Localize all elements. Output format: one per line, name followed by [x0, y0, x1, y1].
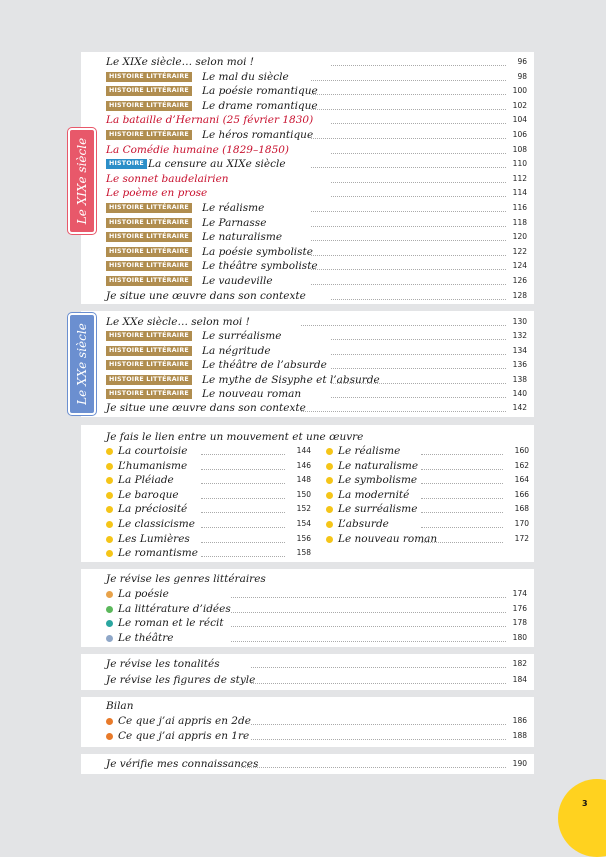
- verif-row[interactable]: Je vérifie mes connaissances 190: [106, 758, 527, 770]
- entry-page: 180: [512, 632, 527, 642]
- entry-page: 130: [512, 317, 527, 326]
- tag-histoire-litteraire: HISTOIRE LITTÉRAIRE: [106, 276, 192, 286]
- entry-title: Je révise les tonalités: [106, 658, 220, 670]
- entry-title: Le naturalisme: [338, 459, 419, 472]
- entry-page: 186: [512, 716, 527, 725]
- genre-entry[interactable]: [81, 587, 534, 601]
- bullet-icon: [106, 733, 113, 740]
- movement-entry[interactable]: [326, 502, 529, 516]
- tag-histoire-litteraire: HISTOIRE LITTÉRAIRE: [106, 360, 192, 370]
- entry-page: 136: [512, 360, 527, 370]
- bullet-icon: [106, 550, 113, 557]
- entry-page: 116: [512, 203, 527, 212]
- tag-histoire-litteraire: HISTOIRE LITTÉRAIRE: [106, 331, 192, 341]
- leader-dots: [331, 354, 506, 355]
- leader-dots: [201, 542, 285, 543]
- leader-dots: [331, 339, 506, 340]
- leader-dots: [231, 597, 506, 598]
- leader-dots: [421, 483, 503, 484]
- leader-dots: [331, 65, 506, 66]
- bullet-icon: [106, 591, 113, 598]
- leader-dots: [331, 153, 506, 154]
- entry-title: La Comédie humaine (1829–1850): [106, 143, 290, 156]
- page-number-badge: [558, 779, 606, 857]
- entry-page: 144: [296, 446, 311, 455]
- section-verif: [81, 754, 534, 774]
- tag-histoire-litteraire: HISTOIRE LITTÉRAIRE: [106, 375, 192, 385]
- movement-entry[interactable]: [106, 546, 311, 560]
- bullet-icon: [106, 536, 113, 543]
- toc-entry[interactable]: [81, 216, 534, 230]
- section-bilan: [81, 697, 534, 747]
- movement-entry[interactable]: [326, 444, 529, 458]
- leader-dots: [311, 80, 506, 81]
- entry-title: Le surréalisme: [202, 330, 282, 343]
- entry-page: 134: [512, 345, 527, 355]
- section-19th-century: [81, 52, 534, 304]
- entry-title: La Pléiade: [118, 474, 174, 487]
- entry-title: La poésie romantique: [202, 85, 318, 98]
- entry-title: Le naturalisme: [202, 231, 283, 244]
- toc-entry[interactable]: [81, 128, 534, 142]
- movement-entry[interactable]: [106, 473, 311, 487]
- entry-title: Le XXe siècle… selon moi !: [106, 316, 250, 328]
- entry-title: Ce que j’ai appris en 2de: [118, 715, 251, 727]
- leader-dots: [231, 641, 506, 642]
- leader-dots: [421, 542, 503, 543]
- entry-title: La bataille d’Hernani (25 février 1830): [106, 114, 314, 127]
- leader-dots: [421, 512, 503, 513]
- movement-entry[interactable]: [326, 532, 529, 546]
- entry-title: L’humanisme: [118, 459, 188, 472]
- entry-title: Le théâtre de l’absurde: [202, 359, 327, 372]
- leader-dots: [301, 411, 506, 412]
- entry-title: Le nouveau roman: [338, 532, 438, 545]
- bilan-entry[interactable]: [81, 729, 534, 743]
- leader-dots: [421, 527, 503, 528]
- genre-entry[interactable]: [81, 631, 534, 645]
- entry-page: 176: [512, 603, 527, 613]
- toc-entry[interactable]: [81, 230, 534, 244]
- entry-page: 162: [514, 460, 529, 470]
- entry-page: 184: [512, 675, 527, 684]
- entry-title: Je révise les figures de style: [106, 674, 256, 686]
- leader-dots: [251, 724, 506, 725]
- genres-heading: Je révise les genres littéraires: [106, 573, 266, 585]
- entry-page: 110: [512, 159, 527, 169]
- bullet-icon: [326, 477, 333, 484]
- toc-entry[interactable]: [81, 259, 534, 273]
- entry-page: 152: [296, 504, 311, 514]
- entry-title: Le réalisme: [202, 202, 265, 214]
- movement-entry[interactable]: [106, 532, 311, 546]
- leader-dots: [331, 182, 506, 183]
- movement-entry[interactable]: [326, 517, 529, 531]
- bullet-icon: [106, 606, 113, 613]
- entry-title: Le symbolisme: [338, 474, 418, 487]
- entry-title: Ce que j’ai appris en 1re: [118, 730, 250, 742]
- entry-page: 182: [512, 659, 527, 668]
- toc-entry[interactable]: [81, 358, 534, 372]
- entry-page: 102: [512, 100, 527, 110]
- tag-histoire-litteraire: HISTOIRE LITTÉRAIRE: [106, 72, 192, 82]
- bullet-icon: [106, 463, 113, 470]
- entry-title: La négritude: [202, 344, 271, 357]
- toc-entry[interactable]: [81, 113, 534, 127]
- entry-title: Le romantisme: [118, 547, 198, 560]
- entry-title: Le mythe de Sisyphe et l’absurde: [202, 373, 380, 386]
- leader-dots: [311, 255, 506, 256]
- tab-20th-century-label: Le XXe siècle: [75, 323, 89, 405]
- entry-page: 112: [512, 173, 527, 183]
- toc-entry[interactable]: [81, 274, 534, 288]
- bullet-icon: [106, 718, 113, 725]
- movement-entry[interactable]: [106, 459, 311, 473]
- leader-dots: [331, 123, 506, 124]
- bullet-icon: [106, 620, 113, 627]
- section-20th-century: [81, 311, 534, 417]
- leader-dots: [251, 667, 506, 668]
- tag-histoire-litteraire: HISTOIRE LITTÉRAIRE: [106, 232, 192, 242]
- leader-dots: [201, 527, 285, 528]
- entry-title: Le Parnasse: [202, 216, 267, 229]
- leader-dots: [421, 498, 503, 499]
- toc-entry[interactable]: [81, 315, 534, 329]
- leader-dots: [311, 284, 506, 285]
- genre-entry[interactable]: [81, 602, 534, 616]
- toc-entry[interactable]: [81, 55, 534, 69]
- entry-page: 148: [296, 475, 311, 485]
- entry-page: 150: [296, 489, 311, 499]
- toc-entry[interactable]: [81, 99, 534, 113]
- tab-19th-century[interactable]: [68, 128, 96, 234]
- entry-title: La censure au XIXe siècle: [148, 158, 286, 171]
- entry-page: 124: [512, 261, 527, 271]
- leader-dots: [311, 269, 506, 270]
- leader-dots: [201, 469, 285, 470]
- tag-histoire: HISTOIRE: [106, 159, 147, 169]
- leader-dots: [331, 299, 506, 300]
- tag-histoire-litteraire: HISTOIRE LITTÉRAIRE: [106, 130, 192, 140]
- leader-dots: [251, 683, 506, 684]
- leader-dots: [311, 211, 506, 212]
- movement-entry[interactable]: [106, 517, 311, 531]
- leader-dots: [201, 556, 285, 557]
- entry-title: La courtoisie: [118, 445, 188, 457]
- entry-page: 128: [512, 290, 527, 300]
- entry-title: Le théâtre symboliste: [202, 260, 318, 273]
- entry-page: 154: [296, 519, 311, 528]
- section-genres: [81, 569, 534, 647]
- entry-page: 164: [514, 475, 529, 485]
- entry-title: Je situe une œuvre dans son contexte: [106, 289, 306, 302]
- toc-entry[interactable]: [81, 673, 534, 687]
- tag-histoire-litteraire: HISTOIRE LITTÉRAIRE: [106, 389, 192, 399]
- bullet-icon: [326, 506, 333, 513]
- tag-histoire-litteraire: HISTOIRE LITTÉRAIRE: [106, 203, 192, 213]
- toc-entry[interactable]: [81, 70, 534, 84]
- leader-dots: [331, 383, 506, 384]
- entry-title: La poésie: [118, 588, 169, 600]
- entry-page: 96: [517, 57, 527, 66]
- bullet-icon: [326, 463, 333, 470]
- entry-title: Le réalisme: [338, 445, 401, 457]
- entry-page: 166: [514, 489, 529, 499]
- entry-title: Le surréalisme: [338, 503, 418, 516]
- movement-entry[interactable]: [326, 473, 529, 487]
- entry-title: Le roman et le récit: [118, 617, 224, 629]
- leader-dots: [301, 325, 506, 326]
- entry-page: 126: [512, 276, 527, 285]
- entry-title: Le vaudeville: [202, 275, 273, 287]
- entry-title: Le sonnet baudelairien: [106, 172, 229, 185]
- entry-page: 178: [512, 618, 527, 627]
- leader-dots: [331, 196, 506, 197]
- entry-page: 98: [517, 71, 527, 81]
- entry-title: Le héros romantique: [202, 129, 314, 141]
- tag-histoire-litteraire: HISTOIRE LITTÉRAIRE: [106, 218, 192, 228]
- page-number: 3: [582, 799, 588, 808]
- entry-page: 156: [296, 533, 311, 543]
- entry-page: 172: [514, 533, 529, 543]
- leader-dots: [231, 612, 506, 613]
- bullet-icon: [106, 506, 113, 513]
- entry-title: L’absurde: [338, 518, 389, 530]
- bullet-icon: [326, 521, 333, 528]
- leader-dots: [201, 512, 285, 513]
- leader-dots: [311, 167, 506, 168]
- entry-title: Le théâtre: [118, 631, 174, 644]
- entry-title: Le XIXe siècle… selon moi !: [106, 56, 254, 68]
- entry-title: Le classicisme: [118, 518, 195, 530]
- entry-page: 174: [512, 589, 527, 598]
- entry-page: 160: [514, 446, 529, 455]
- entry-page: 114: [512, 188, 527, 198]
- toc-entry[interactable]: [81, 84, 534, 98]
- leader-dots: [201, 454, 285, 455]
- entry-page: 118: [512, 217, 527, 227]
- toc-entry[interactable]: [81, 373, 534, 387]
- movement-entry[interactable]: [326, 488, 529, 502]
- leader-dots: [201, 483, 285, 484]
- leader-dots: [241, 767, 506, 768]
- leader-dots: [311, 226, 506, 227]
- movements-heading: Je fais le lien entre un mouvement et une œuvre: [106, 431, 364, 443]
- toc-entry[interactable]: [81, 201, 534, 215]
- entry-page: 108: [512, 144, 527, 154]
- leader-dots: [311, 94, 506, 95]
- toc-entry[interactable]: [81, 657, 534, 671]
- section-movements: [81, 425, 534, 562]
- leader-dots: [421, 469, 503, 470]
- entry-page: 140: [512, 389, 527, 398]
- entry-title: Le mal du siècle: [202, 70, 289, 83]
- entry-title: Les Lumières: [118, 532, 190, 545]
- tag-histoire-litteraire: HISTOIRE LITTÉRAIRE: [106, 346, 192, 356]
- toc-entry[interactable]: [81, 387, 534, 401]
- toc-entry[interactable]: [81, 344, 534, 358]
- leader-dots: [421, 454, 503, 455]
- entry-page: 100: [512, 86, 527, 96]
- leader-dots: [311, 240, 506, 241]
- leader-dots: [231, 626, 506, 627]
- leader-dots: [311, 138, 506, 139]
- bullet-icon: [106, 635, 113, 642]
- leader-dots: [311, 109, 506, 110]
- toc-entry[interactable]: [81, 401, 534, 415]
- tab-19th-century-label: Le XIXe siècle: [75, 137, 89, 225]
- leader-dots: [201, 498, 285, 499]
- entry-page: 138: [512, 374, 527, 384]
- entry-title: Je situe une œuvre dans son contexte: [106, 402, 306, 415]
- tag-histoire-litteraire: HISTOIRE LITTÉRAIRE: [106, 101, 192, 111]
- movement-entry[interactable]: [326, 459, 529, 473]
- entry-title: La modernité: [338, 488, 410, 501]
- entry-title: La préciosité: [118, 503, 188, 516]
- bullet-icon: [326, 492, 333, 499]
- bilan-heading: Bilan: [106, 700, 134, 712]
- bullet-icon: [106, 477, 113, 484]
- bilan-entry[interactable]: [81, 714, 534, 728]
- toc-entry[interactable]: [81, 329, 534, 343]
- entry-page: 146: [296, 460, 311, 470]
- entry-page: 188: [512, 731, 527, 740]
- leader-dots: [331, 397, 506, 398]
- entry-page: 122: [512, 246, 527, 256]
- toc-entry[interactable]: [81, 245, 534, 259]
- entry-title: La littérature d’idées: [118, 602, 231, 615]
- bullet-icon: [326, 536, 333, 543]
- entry-page: 106: [512, 130, 527, 139]
- genre-entry[interactable]: [81, 616, 534, 630]
- tab-20th-century[interactable]: [68, 313, 96, 415]
- movement-entry[interactable]: [106, 488, 311, 502]
- section-tonalites: [81, 654, 534, 690]
- entry-title: La poésie symboliste: [202, 245, 313, 258]
- leader-dots: [251, 739, 506, 740]
- tag-histoire-litteraire: HISTOIRE LITTÉRAIRE: [106, 86, 192, 96]
- toc-entry[interactable]: [81, 172, 534, 186]
- entry-page: 158: [296, 548, 311, 558]
- entry-title: Le nouveau roman: [202, 388, 302, 400]
- movement-entry[interactable]: [106, 444, 311, 458]
- leader-dots: [331, 368, 506, 369]
- bullet-icon: [106, 492, 113, 499]
- toc-entry[interactable]: [81, 289, 534, 303]
- bullet-icon: [326, 448, 333, 455]
- entry-page: 132: [512, 331, 527, 341]
- movement-entry[interactable]: [106, 502, 311, 516]
- toc-entry[interactable]: [81, 157, 534, 171]
- tag-histoire-litteraire: HISTOIRE LITTÉRAIRE: [106, 247, 192, 257]
- entry-page: 120: [512, 232, 527, 242]
- entry-title: Le poème en prose: [106, 187, 208, 200]
- entry-page: 170: [514, 519, 529, 528]
- entry-page: 168: [514, 504, 529, 514]
- bullet-icon: [106, 521, 113, 528]
- toc-entry[interactable]: [81, 186, 534, 200]
- toc-entry[interactable]: [81, 143, 534, 157]
- tag-histoire-litteraire: HISTOIRE LITTÉRAIRE: [106, 261, 192, 271]
- entry-page: 104: [512, 115, 527, 125]
- entry-page: 142: [512, 403, 527, 413]
- entry-title: Le baroque: [118, 488, 179, 501]
- entry-title: Le drame romantique: [202, 99, 318, 112]
- bullet-icon: [106, 448, 113, 455]
